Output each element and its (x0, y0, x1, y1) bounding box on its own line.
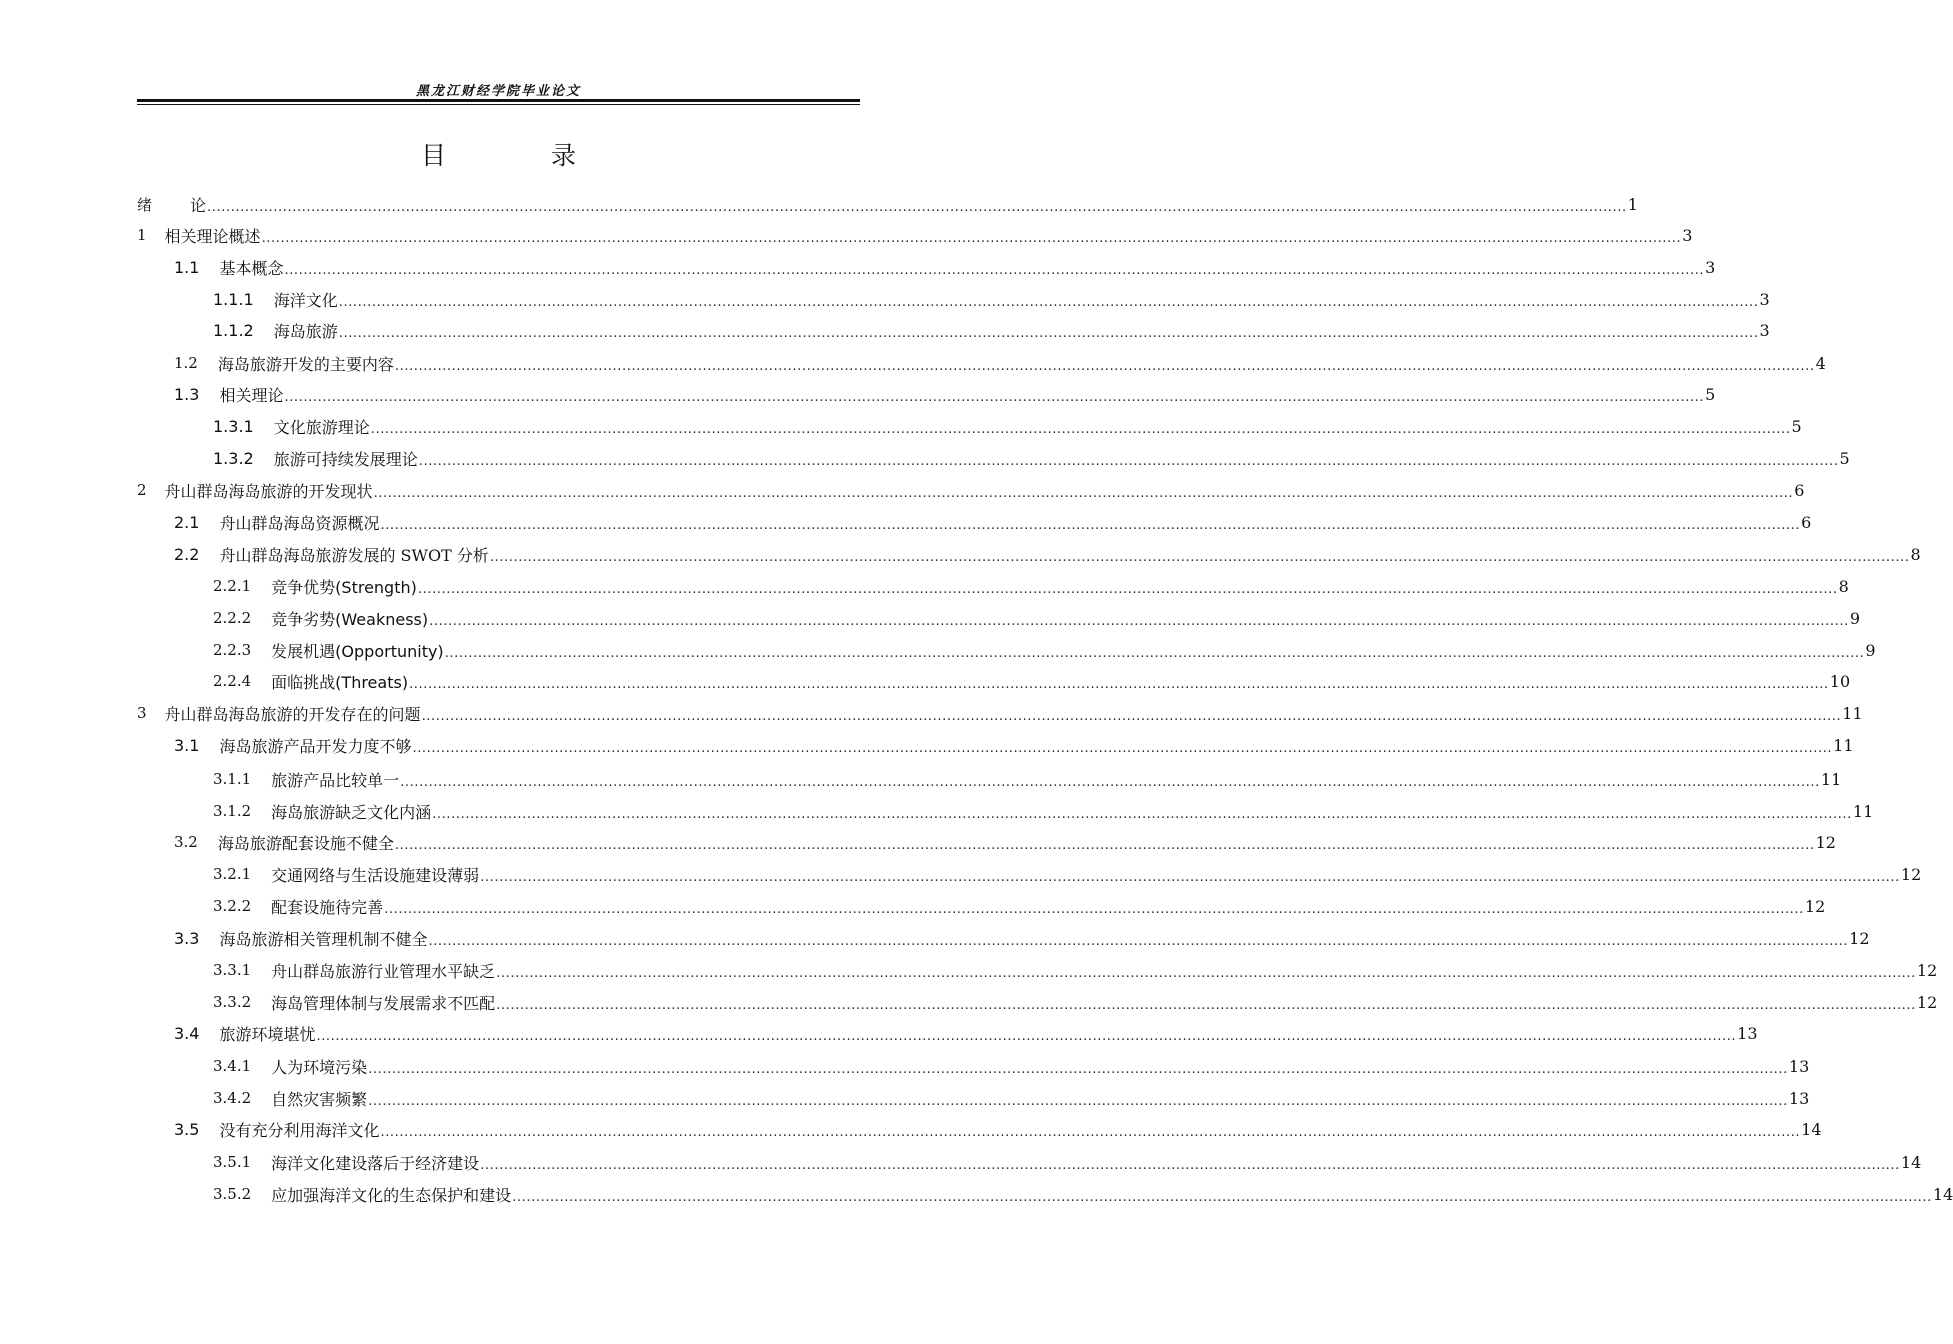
toc-entry-number: 绪 (137, 195, 153, 214)
toc-entry-page-number: 13 (1788, 1056, 1810, 1076)
toc-entry-label: 文化旅游理论 (273, 417, 370, 437)
toc-entry-number: 3.2 (174, 833, 198, 851)
dot-leader: ............................................................................................................................................................................................................................................................................................................ (417, 581, 1838, 597)
toc-entry-number: 1.2 (174, 354, 198, 372)
toc-entry-number: 2.1 (174, 512, 200, 532)
toc-entry-label: 相关理论概述 (164, 226, 261, 246)
toc-entry-page-number: 5 (1839, 448, 1850, 468)
dot-leader: ............................................................................................................................................................................................................................................................................................................ (373, 485, 1794, 501)
toc-entry-number: 1 (137, 226, 147, 244)
toc-entry-number: 1.3.2 (213, 448, 254, 468)
toc-entry-page-number: 4 (1815, 353, 1826, 373)
toc-entry-label: 海岛旅游产品开发力度不够 (219, 736, 412, 756)
toc-entry[interactable] (137, 731, 1854, 759)
toc-entry-number: 3.4.1 (213, 1057, 252, 1075)
toc-entry[interactable] (137, 285, 1770, 313)
toc-entry-number: 3.2.2 (213, 897, 252, 915)
toc-entry[interactable] (137, 988, 1938, 1016)
toc-entry-page-number: 12 (1849, 928, 1870, 948)
toc-entry[interactable] (137, 604, 1861, 632)
dot-leader: ............................................................................................................................................................................................................................................................................................................ (316, 1028, 1737, 1044)
dot-leader: ............................................................................................................................................................................................................................................................................................................ (394, 837, 1815, 853)
dot-leader: ............................................................................................................................................................................................................................................................................................................ (394, 358, 1815, 374)
toc-entry-label: 海岛旅游缺乏文化内涵 (271, 802, 432, 822)
toc-entry-label: 海岛旅游相关管理机制不健全 (219, 929, 428, 949)
toc-entry[interactable] (137, 765, 1842, 793)
dot-leader: ............................................................................................................................................................................................................................................................................................................ (418, 453, 1839, 469)
toc-entry-number: 3.5 (174, 1119, 200, 1139)
toc-entry-page-number: 11 (1820, 769, 1842, 789)
toc-entry-number: 1.3 (174, 384, 200, 404)
toc-entry[interactable] (137, 1084, 1810, 1112)
dot-leader: ............................................................................................................................................................................................................................................................................................................ (444, 645, 1865, 661)
toc-entry[interactable] (137, 316, 1770, 344)
dot-leader: ............................................................................................................................................................................................................................................................................................................ (380, 1124, 1801, 1140)
dot-leader: ............................................................................................................................................................................................................................................................................................................ (370, 421, 1791, 437)
toc-entry-label: 发展机遇(Opportunity) (271, 641, 444, 661)
toc-entry-label: 没有充分利用海洋文化 (219, 1120, 380, 1140)
toc-entry-label: 舟山群岛旅游行业管理水平缺乏 (271, 961, 496, 981)
toc-entry[interactable] (137, 1180, 1953, 1208)
toc-entry[interactable] (137, 540, 1921, 568)
toc-entry[interactable] (137, 349, 1826, 377)
running-header: 黑龙江财经学院毕业论文 (415, 84, 581, 99)
dot-leader: ............................................................................................................................................................................................................................................................................................................ (400, 774, 1820, 790)
toc-entry-label: 基本概念 (219, 258, 284, 278)
toc-entry[interactable] (137, 476, 1805, 504)
toc-entry-page-number: 12 (1916, 960, 1938, 980)
toc-entry-label: 旅游环境堪忧 (219, 1024, 316, 1044)
toc-entry[interactable] (137, 190, 1638, 218)
toc-entry-page-number: 3 (1759, 320, 1770, 340)
toc-entry-number: 1.1 (174, 257, 200, 277)
toc-entry-label: 海岛旅游配套设施不健全 (217, 833, 394, 853)
toc-entry[interactable] (137, 860, 1922, 888)
toc-entry-label: 海岛旅游开发的主要内容 (217, 354, 394, 374)
dot-leader: ............................................................................................................................................................................................................................................................................................................ (409, 676, 1829, 692)
toc-entry-page-number: 3 (1705, 257, 1716, 277)
toc-entry-page-number: 1 (1627, 194, 1638, 214)
dot-leader: ............................................................................................................................................................................................................................................................................................................ (284, 389, 1705, 405)
header-rule-thick (137, 99, 860, 102)
toc-entry-page-number: 9 (1865, 640, 1876, 660)
dot-leader: ............................................................................................................................................................................................................................................................................................................ (338, 294, 1759, 310)
header-rule-thin (137, 104, 860, 105)
toc-entry[interactable] (137, 380, 1716, 408)
toc-title: 目 录 (420, 141, 616, 170)
toc-entry-page-number: 5 (1791, 416, 1802, 436)
toc-entry-number: 3.1 (174, 735, 200, 755)
toc-entry-number: 3.1.1 (213, 770, 252, 788)
toc-entry-label: 人为环境污染 (271, 1057, 368, 1077)
dot-leader: ............................................................................................................................................................................................................................................................................................................ (489, 549, 1910, 565)
toc-entry[interactable] (137, 956, 1938, 984)
toc-entry[interactable] (137, 699, 1863, 727)
toc-entry-label: 交通网络与生活设施建设薄弱 (271, 865, 480, 885)
toc-entry-number: 1.1.1 (213, 289, 254, 309)
toc-entry-number: 3.4 (174, 1023, 200, 1043)
toc-entry-number: 3 (137, 704, 147, 722)
toc-entry-number: 3.3.1 (213, 961, 252, 979)
toc-entry-label: 海岛旅游 (273, 321, 338, 341)
dot-leader: ............................................................................................................................................................................................................................................................................................................ (338, 325, 1759, 341)
toc-entry[interactable] (137, 221, 1693, 249)
toc-entry-label: 海洋文化 (273, 290, 338, 310)
toc-entry-page-number: 3 (1759, 289, 1770, 309)
toc-entry-page-number: 9 (1849, 608, 1861, 628)
toc-entry-label: 自然灾害频繁 (271, 1089, 368, 1109)
toc-entry[interactable] (137, 636, 1876, 664)
toc-entry-label: 旅游可持续发展理论 (273, 449, 418, 469)
toc-entry[interactable] (137, 892, 1826, 920)
toc-entry-label: 舟山群岛海岛旅游的开发现状 (164, 481, 373, 501)
toc-entry-page-number: 13 (1788, 1088, 1810, 1108)
toc-entry-page-number: 8 (1910, 544, 1921, 564)
toc-entry-number: 2 (137, 481, 147, 499)
toc-entry-page-number: 14 (1932, 1184, 1953, 1204)
dot-leader: ............................................................................................................................................................................................................................................................................................................ (380, 517, 1801, 533)
toc-entry-number: 3.5.2 (213, 1185, 252, 1203)
toc-entry[interactable] (137, 572, 1849, 600)
dot-leader: ............................................................................................................................................................................................................................................................................................................ (480, 869, 1900, 885)
dot-leader: ............................................................................................................................................................................................................................................................................................................ (421, 708, 1842, 724)
dot-leader: ............................................................................................................................................................................................................................................................................................................ (412, 740, 1833, 756)
toc-entry[interactable] (137, 1148, 1922, 1176)
dot-leader: ............................................................................................................................................................................................................................................................................................................ (368, 1093, 1788, 1109)
dot-leader: ............................................................................................................................................................................................................................................................................................................ (261, 230, 1682, 246)
toc-entry[interactable] (137, 797, 1874, 825)
toc-entry-page-number: 6 (1801, 512, 1812, 532)
toc-entry-number: 2.2.3 (213, 641, 252, 659)
dot-leader: ............................................................................................................................................................................................................................................................................................................ (429, 613, 1849, 629)
toc-entry-number: 2.2.1 (213, 577, 252, 595)
toc-entry-number: 3.1.2 (213, 802, 252, 820)
toc-entry-label: 面临挑战(Threats) (271, 672, 409, 692)
toc-entry-page-number: 11 (1842, 703, 1863, 723)
toc-entry-number: 1.3.1 (213, 416, 254, 436)
toc-entry-label: 舟山群岛海岛旅游的开发存在的问题 (164, 704, 421, 724)
dot-leader: ............................................................................................................................................................................................................................................................................................................ (428, 933, 1849, 949)
toc-entry-page-number: 13 (1737, 1023, 1758, 1043)
toc-entry[interactable] (137, 412, 1802, 440)
dot-leader: ............................................................................................................................................................................................................................................................................................................ (284, 262, 1705, 278)
dot-leader: ............................................................................................................................................................................................................................................................................................................ (368, 1061, 1788, 1077)
toc-entry-number: 3.3 (174, 928, 200, 948)
toc-entry-label: 竞争优势(Strength) (271, 577, 417, 597)
toc-entry-label: 旅游产品比较单一 (271, 770, 400, 790)
toc-entry-page-number: 14 (1900, 1152, 1922, 1172)
toc-entry-number: 2.2.4 (213, 672, 252, 690)
toc-entry-label: 配套设施待完善 (271, 897, 384, 917)
dot-leader: ............................................................................................................................................................................................................................................................................................................ (496, 997, 1916, 1013)
toc-entry-label: 竞争劣势(Weakness) (271, 609, 429, 629)
toc-entry-page-number: 11 (1833, 735, 1854, 755)
toc-entry-page-number: 6 (1794, 480, 1805, 500)
toc-entry-page-number: 3 (1682, 225, 1693, 245)
toc-entry[interactable] (137, 924, 1870, 952)
toc-entry-number: 1.1.2 (213, 320, 254, 340)
toc-entry[interactable] (137, 253, 1716, 281)
toc-entry[interactable] (137, 508, 1812, 536)
toc-entry-label: 舟山群岛海岛资源概况 (219, 513, 380, 533)
toc-entry-label: 海洋文化建设落后于经济建设 (271, 1153, 480, 1173)
toc-entry-page-number: 12 (1804, 896, 1826, 916)
toc-entry-number: 2.2.2 (213, 609, 252, 627)
toc-entry[interactable] (137, 1052, 1810, 1080)
toc-entry-label: 海岛管理体制与发展需求不匹配 (271, 993, 496, 1013)
toc-entry-page-number: 12 (1815, 832, 1836, 852)
dot-leader: ............................................................................................................................................................................................................................................................................................................ (207, 199, 1627, 215)
toc-entry[interactable] (137, 444, 1850, 472)
toc-entry[interactable] (137, 1019, 1758, 1047)
toc-entry[interactable] (137, 1115, 1822, 1143)
toc-entry-page-number: 12 (1916, 992, 1938, 1012)
dot-leader: ............................................................................................................................................................................................................................................................................................................ (432, 806, 1852, 822)
toc-entry[interactable] (137, 828, 1836, 856)
toc-entry-page-number: 11 (1852, 801, 1874, 821)
dot-leader: ............................................................................................................................................................................................................................................................................................................ (496, 965, 1916, 981)
toc-entry-label: 舟山群岛海岛旅游发展的 SWOT 分析 (219, 545, 489, 565)
toc-entry-number: 3.5.1 (213, 1153, 252, 1171)
dot-leader: ............................................................................................................................................................................................................................................................................................................ (512, 1189, 1932, 1205)
toc-entry-number: 2.2 (174, 544, 200, 564)
toc-entry-label: 相关理论 (219, 385, 284, 405)
toc-entry-page-number: 10 (1829, 671, 1851, 691)
toc-entry-page-number: 14 (1801, 1119, 1822, 1139)
toc-entry[interactable] (137, 667, 1851, 695)
toc-entry-number: 3.2.1 (213, 865, 252, 883)
dot-leader: ............................................................................................................................................................................................................................................................................................................ (384, 901, 1804, 917)
toc-entry-number: 3.3.2 (213, 993, 252, 1011)
toc-entry-number: 3.4.2 (213, 1089, 252, 1107)
toc-entry-page-number: 12 (1900, 864, 1922, 884)
toc-entry-page-number: 8 (1838, 576, 1849, 596)
dot-leader: ............................................................................................................................................................................................................................................................................................................ (480, 1157, 1900, 1173)
toc-entry-page-number: 5 (1705, 384, 1716, 404)
toc-entry-label: 论 (190, 195, 207, 215)
toc-entry-label: 应加强海洋文化的生态保护和建设 (271, 1185, 512, 1205)
